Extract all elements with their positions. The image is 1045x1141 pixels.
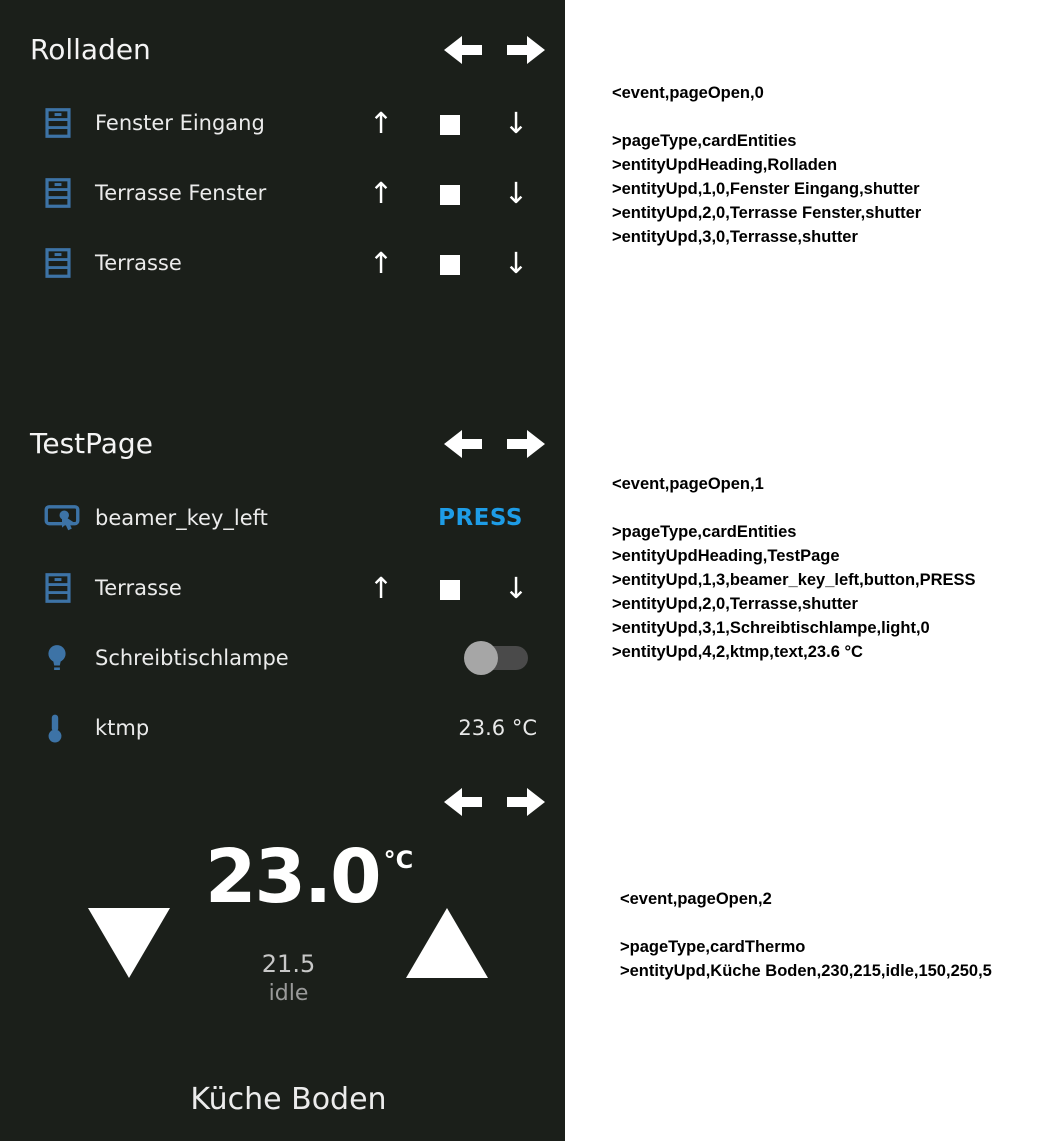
nav-prev-icon[interactable] <box>444 788 482 816</box>
protocol-line: >entityUpdHeading,TestPage <box>612 547 840 565</box>
shutter-stop-button[interactable] <box>430 243 470 283</box>
light-toggle[interactable] <box>470 646 528 670</box>
press-button[interactable]: PRESS <box>438 505 523 531</box>
protocol-line: >entityUpd,4,2,ktmp,text,23.6 °C <box>612 643 863 661</box>
nav-next-icon[interactable] <box>507 36 545 64</box>
lightbulb-icon <box>44 643 70 673</box>
entity-name: Terrasse <box>95 576 182 600</box>
current-temperature <box>205 834 414 920</box>
protocol-line <box>612 496 976 520</box>
window-shutter-icon <box>44 107 72 139</box>
shutter-down-button[interactable]: ↓ <box>503 571 529 605</box>
protocol-block <box>612 81 921 249</box>
protocol-line <box>620 911 992 935</box>
entity-name: beamer_key_left <box>95 506 268 530</box>
protocol-block <box>620 887 992 983</box>
window-shutter-icon <box>44 572 72 604</box>
target-temperature: 21.5 <box>261 950 316 978</box>
protocol-line: >entityUpd,1,0,Fenster Eingang,shutter <box>612 180 920 198</box>
nav-prev-icon[interactable] <box>444 430 482 458</box>
nav-next-icon[interactable] <box>507 788 545 816</box>
entity-name: Terrasse Fenster <box>95 181 267 205</box>
shutter-stop-button[interactable] <box>430 103 470 143</box>
shutter-down-button[interactable]: ↓ <box>503 176 529 210</box>
shutter-stop-button[interactable] <box>430 568 470 608</box>
protocol-line: >pageType,cardEntities <box>612 132 797 150</box>
page-title: Rolladen <box>30 33 151 66</box>
protocol-line: >pageType,cardEntities <box>612 523 797 541</box>
entity-row <box>0 566 565 610</box>
entity-name: Schreibtischlampe <box>95 646 289 670</box>
protocol-line: >entityUpdHeading,Rolladen <box>612 156 838 174</box>
thermostat-name: Küche Boden <box>190 1082 387 1117</box>
protocol-line: >entityUpd,1,3,beamer_key_left,button,PRESS <box>612 571 976 589</box>
page-title: TestPage <box>30 427 153 460</box>
protocol-line: >entityUpd,3,0,Terrasse,shutter <box>612 228 858 246</box>
nav-next-icon[interactable] <box>507 430 545 458</box>
entity-row <box>0 636 565 680</box>
protocol-line <box>612 105 921 129</box>
protocol-block <box>612 472 976 664</box>
entity-name: ktmp <box>95 716 150 740</box>
entity-name: Fenster Eingang <box>95 111 265 135</box>
current-temperature-value: 23.0 <box>205 834 380 920</box>
nav-prev-icon[interactable] <box>444 36 482 64</box>
shutter-up-button[interactable]: ↑ <box>368 106 394 140</box>
protocol-line: >pageType,cardThermo <box>620 938 806 956</box>
entity-name: Terrasse <box>95 251 182 275</box>
entity-row <box>0 706 565 750</box>
stop-square-icon <box>440 185 460 205</box>
entity-row <box>0 496 565 540</box>
entity-row <box>0 241 565 285</box>
window-shutter-icon <box>44 177 72 209</box>
protocol-line: <event,pageOpen,1 <box>612 475 764 493</box>
protocol-line: <event,pageOpen,2 <box>620 890 772 908</box>
shutter-up-button[interactable]: ↑ <box>368 176 394 210</box>
temperature-unit: °C <box>383 846 414 874</box>
entity-value: 23.6 °C <box>458 716 537 740</box>
shutter-up-button[interactable]: ↑ <box>368 571 394 605</box>
shutter-down-button[interactable]: ↓ <box>503 106 529 140</box>
gesture-tap-button-icon <box>44 502 80 534</box>
shutter-stop-button[interactable] <box>430 173 470 213</box>
shutter-up-button[interactable]: ↑ <box>368 246 394 280</box>
protocol-line: >entityUpd,3,1,Schreibtischlampe,light,0 <box>612 619 930 637</box>
thermometer-icon <box>44 713 66 743</box>
entity-row <box>0 101 565 145</box>
stop-square-icon <box>440 580 460 600</box>
stop-square-icon <box>440 115 460 135</box>
protocol-line: >entityUpd,2,0,Terrasse,shutter <box>612 595 858 613</box>
toggle-knob <box>464 641 498 675</box>
entity-row <box>0 171 565 215</box>
protocol-line: <event,pageOpen,0 <box>612 84 764 102</box>
protocol-line: >entityUpd,Küche Boden,230,215,idle,150,250,5 <box>620 962 992 980</box>
shutter-down-button[interactable]: ↓ <box>503 246 529 280</box>
stop-square-icon <box>440 255 460 275</box>
protocol-line: >entityUpd,2,0,Terrasse Fenster,shutter <box>612 204 922 222</box>
window-shutter-icon <box>44 247 72 279</box>
hvac-state: idle <box>268 981 309 1006</box>
